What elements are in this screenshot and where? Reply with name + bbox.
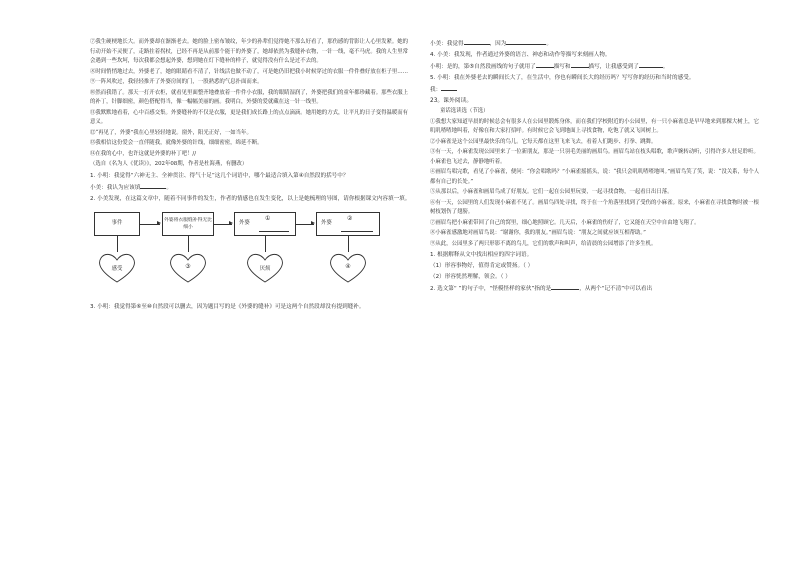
box-label: 外婆 — [321, 220, 332, 226]
answer-prompt: ，从两个“记不清”中可以看出 — [579, 286, 653, 292]
paragraph: ⑤从那以后，小麻雀和画眉鸟成了好朋友。它们一起在公园里玩耍，一起寻找食物，一起看日出日落。 — [430, 189, 673, 195]
connector — [117, 236, 118, 252]
arrow — [296, 224, 314, 225]
answer-blank[interactable] — [259, 225, 289, 232]
answer-blank[interactable] — [571, 61, 589, 68]
answer-blank[interactable] — [140, 182, 166, 189]
answer-prompt: 我： — [430, 87, 442, 93]
question-3: 3. 小明：我觉得第⑥至⑩自然段可以删去，因为题目写的是《外婆的缝补》可是这两个自然段却没有提到缝补。 — [90, 303, 365, 310]
paragraph: ⑨一阵风吹过，我轻轻推开了外婆房间的门，一股熟悉的气息扑面而来。 — [90, 79, 263, 85]
answer-prompt: ，因为 — [489, 41, 507, 47]
paragraph: ⑥有一天，公园里的人们发现小麻雀不见了。画眉鸟四处寻找，终于在一个角落里找到了受伤的小麻雀。原来，小麻雀在寻找食物时被一根树枝划伤了翅膀。 — [430, 199, 759, 215]
event-box-3 — [234, 212, 296, 236]
answer-blank[interactable] — [506, 38, 546, 45]
paragraph: ③有一天，小麻雀发现公园里来了一位新朋友，那是一只羽毛美丽的画眉鸟。画眉鸟站在枝头唱歌，歌声婉转动听，引得许多人驻足聆听。小麻雀也飞过去，静静地听着。 — [430, 149, 759, 165]
answer-blank[interactable] — [536, 61, 554, 68]
blank-number: ② — [347, 214, 353, 222]
section-title: 23。课外阅读。 — [430, 98, 473, 104]
question-4-answer: 小明：是的，第⑤自然段画线的句子就用了 描写和 描写，让我感受到了 。 — [430, 61, 760, 73]
emotion-flow-diagram — [90, 208, 390, 298]
answer-prompt: 2. 选文第“ ”的句子中，“怪模怪样的家伙”指的是 — [430, 286, 552, 292]
paragraph: ⑪我默默地看着，心中百感交集。外婆缝补的不仅是衣服，更是我们成长路上的点点滴滴。她用她的方式，让平凡的日子变得温暖而有意义。 — [90, 109, 409, 125]
answer-blank[interactable] — [639, 61, 663, 68]
heart-label: ④ — [345, 262, 351, 270]
answer-prompt: 描写和 — [553, 64, 571, 70]
answer-blank[interactable] — [551, 283, 579, 290]
answer-line: 小美：我觉得 ，因为 。 — [430, 38, 760, 50]
paragraph: ①我想大家知道早晨的时候总会有很多人在公园里锻炼身体，而在我们学校附近的小公园里，有一只小麻雀总是早早地来到那棵大树上，它叽叽喳喳地叫着，好像在和大家打招呼。有时候它会飞到地面上寻找食物，吃饱了就又飞回树上。 — [430, 118, 759, 134]
connector — [348, 236, 349, 252]
question-2 — [430, 283, 760, 295]
event-box: 事件 — [94, 212, 140, 236]
question-4: 4. 小美：我发现，作者通过外婆的语言、神态和动作等描写来刻画人物。 — [430, 52, 611, 58]
answer-prompt: 描写，让我感受到了 — [588, 64, 639, 70]
answer-prompt: 小明：是的，第⑤自然段画线的句子就用了 — [430, 64, 536, 70]
box-label: 外婆 — [239, 220, 250, 226]
heart-label: 厌烦 — [259, 265, 271, 272]
answer-blank[interactable] — [464, 38, 490, 45]
answer-blank[interactable] — [341, 225, 373, 232]
source-note: （选自《名为人《优读》》，202年08期，作者是杜海燕，有删改） — [90, 161, 248, 167]
right-column — [430, 38, 760, 295]
answer-blank[interactable] — [441, 84, 457, 91]
answer-prompt: 小美：我认为应该填 — [90, 184, 141, 191]
paragraph: ⑧时间悄悄地过去，外婆老了，她的眼睛看不清了，针线活也做不动了，可是她仍旧把我小时候穿过的衣服一件件叠好放在柜子里…… — [90, 68, 409, 75]
question-1-answer: 小美：我认为应该填 。 — [90, 182, 412, 194]
blank-number: ① — [265, 214, 271, 222]
answer-prompt: 小美：我觉得 — [430, 41, 464, 47]
question-2: 2. 小美发现，在这篇文章中，随着不同事件的发生，作者的情感也在发生变化，以上是她梳理的导图，请你根据课文内容填一填。 — [90, 195, 411, 202]
paragraph: ②小麻雀是这个公园里最快乐的鸟儿。它每天都在这里飞来飞去，看着人们跑步、打拳、跳舞。 — [430, 138, 657, 145]
heart-label: ③ — [185, 262, 191, 270]
paragraph: ⑩然而我错了。那天一打开衣柜，就看见里面整齐地叠放着一件件小衣服，我的眼睛湿润了，外婆把我们的童年都珍藏着。那些衣服上的补丁，针脚细密，颜色搭配得当，像一幅幅美丽的画。我明白，外婆的爱就藏在这一针一线里。 — [90, 89, 409, 105]
passage-title: 童话选读选（节选） — [440, 108, 489, 114]
paragraph: ⑭在我的心中，也许这就是外婆的补丁吧！// — [90, 150, 197, 157]
event-box-4 — [316, 212, 380, 236]
paragraph: ⑧小麻雀感激地对画眉鸟说：“谢谢你，我的朋友。”画眉鸟说：“朋友之间就应该互相帮助。” — [430, 230, 646, 236]
question-5-answer — [430, 84, 760, 96]
arrow — [214, 224, 232, 225]
paragraph: ⑨从此，公园里多了两只形影不离的鸟儿，它们的歌声和叫声，给清晨的公园增添了许多生机。 — [430, 240, 657, 247]
heart-label: 感受 — [111, 265, 123, 272]
paragraph: ⑬我相信这份爱会一直伴随我，就像外婆的针线，细细密密，绵延不断。 — [90, 140, 263, 146]
question-1: 1. 根据解释从文中找出相应的四字词语。 — [430, 252, 533, 258]
question-1b: （2）形容恍然理解，领会。（ ） — [430, 274, 511, 280]
question-5: 5. 小明：我在外婆老去的瞬间长大了，在生活中，你也有瞬间长大的经历吗？写写你的经历和当时的感受。 — [430, 75, 695, 81]
question-1a: （1）形容事物好，值得肯定或赞扬。（ ） — [430, 263, 534, 269]
paragraph: ⑦画眉鸟把小麻雀带回了自己的窝里，细心地照顾它。几天后，小麻雀的伤好了，它又能在天空中自由地飞翔了。 — [430, 219, 700, 226]
question-1: 1. 小明：我觉得“六神无主、全神贯注、得气十足”这几个词语中，哪个最适合填入第④自然段的括号中？ — [90, 172, 349, 179]
connector — [188, 236, 189, 252]
arrow — [140, 224, 160, 225]
paragraph: ⑫“再见了，外婆”我在心里轻轻地说。窗外，阳光正好，一如当年。 — [90, 129, 252, 136]
paragraph: ⑦我生硬梗地长大。而外婆却在渐渐老去。她的脸上密布皱纹，年少的孙辈们觉得她不那么好看了，那伤感的背影让人心里发紧。她的行动开始不灵便了，走路拄着拐杖，已经不再是从前那个能干的外婆了，她却依然为我缝补衣物，一针一线，毫不马虎。我的人生里常会遇到一些坎坷，每次我都会想起外婆，想到她在灯下缝补的样子，就觉得没有什么是过不去的。 — [90, 39, 409, 64]
left-column — [90, 38, 412, 313]
paragraph: ④画眉鸟唱完歌，看见了小麻雀，便问：“你会唱歌吗？”小麻雀摇摇头，说：“我只会叽叽喳喳地叫。”画眉鸟笑了笑，说：“没关系，每个人都有自己的长处。” — [430, 169, 760, 185]
event-box-2: 外婆将衣服缝补得无比细小 — [162, 212, 214, 236]
connector — [265, 236, 266, 252]
